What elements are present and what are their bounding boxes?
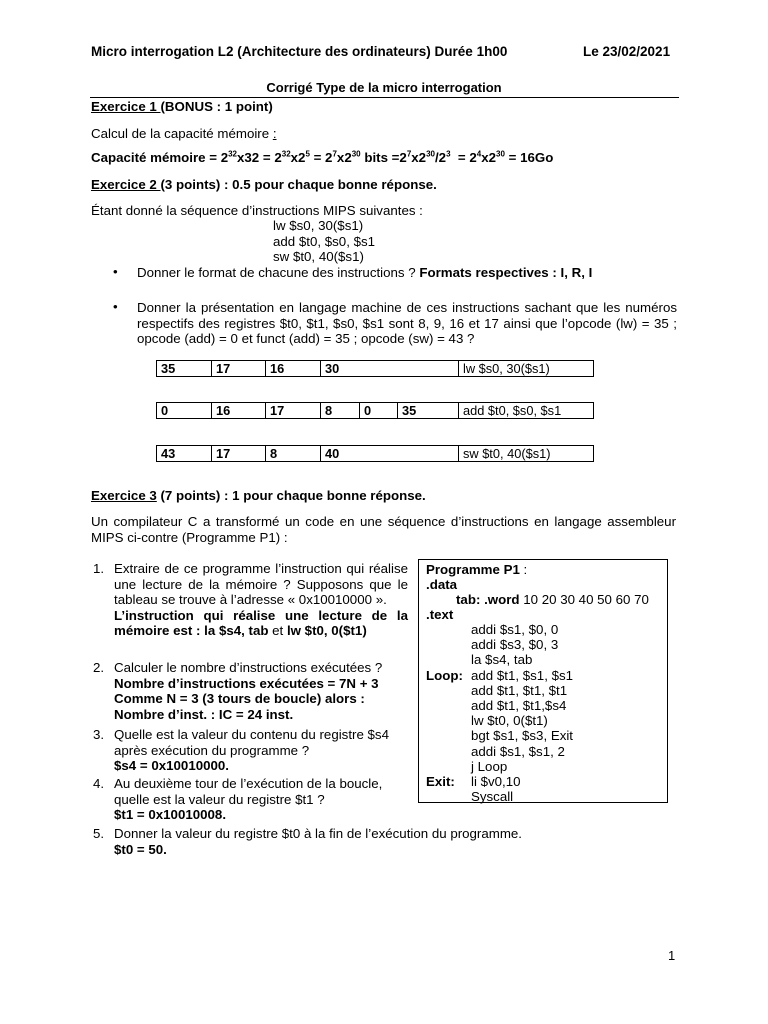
question-number: 2. [93, 660, 105, 675]
ex3-title: Exercice 3 [91, 488, 157, 503]
table-cell: add $t0, $s0, $s1 [459, 403, 594, 419]
table-cell: 43 [157, 446, 212, 462]
ex2-code-line: add $t0, $s0, $s1 [273, 233, 376, 249]
program-label: Loop: [426, 667, 463, 683]
answer-2: Comme N = 3 (3 tours de boucle) alors : [114, 691, 365, 707]
encoding-table-lw [156, 360, 594, 377]
bullet-icon: • [113, 264, 118, 279]
program-line: j Loop [471, 758, 508, 774]
encoding-table-sw [156, 445, 594, 462]
program-title: Programme P1 : [426, 562, 528, 577]
question-number: 4. [93, 776, 105, 791]
ex2-title: Exercice 2 [91, 177, 161, 192]
program-line: addi $s3, $0, 3 [471, 637, 559, 653]
ex1-intro: Calcul de la capacité mémoire : [91, 126, 277, 141]
ex2-code [273, 218, 375, 265]
program-line: lw $t0, 0($t1) [471, 713, 548, 729]
question-3: Quelle est la valeur du contenu du registre $s4 après exécution du programme ? $s4 = 0x10010000. [114, 727, 414, 774]
table-cell: 16 [266, 361, 321, 377]
table-cell: 17 [266, 403, 321, 419]
program-line: add $t1, $s1, $s1 [471, 667, 574, 683]
table-cell: 17 [212, 446, 266, 462]
ex2-q1: Donner le format de chacune des instructions ? Formats respectives : I, R, I [137, 265, 593, 280]
ex1-formula: Capacité mémoire = $2^{32}x32 = 2^{32}x2^5 = 2^7x2^{30}$ bits $=2^7x2^{30}/2^3 = 2^4x2^{30} = 16Go$ [91, 149, 554, 165]
header-rule [90, 97, 679, 98]
text-directive: .text [426, 607, 454, 622]
table-cell: lw $s0, 30($s1) [459, 361, 594, 377]
ex2-heading [91, 177, 437, 192]
answer-2: Nombre d’inst. : IC = 24 inst. [114, 706, 294, 722]
ex1-heading [91, 99, 273, 114]
tab-declaration: tab: .word 10 20 30 40 50 60 70 [456, 592, 649, 607]
program-line: add $t1, $t1, $t1 [471, 682, 568, 698]
question-number: 1. [93, 561, 105, 576]
question-4: Au deuxième tour de l’exécution de la boucle, quelle est la valeur du registre $t1 ? $t1 = 0x10010008. [114, 776, 414, 823]
ex3-points: (7 points) : 1 pour chaque bonne réponse. [156, 488, 426, 503]
ex2-intro: Étant donné la séquence d’instructions MIPS suivantes : [91, 203, 423, 218]
header-date: Le 23/02/2021 [583, 44, 671, 59]
answer-5: $t0 = 50. [114, 841, 167, 857]
question-number: 5. [93, 826, 105, 841]
header-title: Micro interrogation L2 (Architecture des ordinateurs) Durée 1h00 [91, 44, 508, 59]
bullet-icon: • [113, 299, 118, 314]
table-cell: 35 [398, 403, 459, 419]
answer-3: $s4 = 0x10010000. [114, 758, 229, 774]
table-cell: 8 [266, 446, 321, 462]
answer-2: Nombre d’instructions exécutées = 7N + 3 [114, 675, 379, 691]
answer-1: L’instruction qui réalise une lecture de la mémoire est : la $s4, tab [114, 607, 408, 639]
table-cell: 16 [212, 403, 266, 419]
table-cell: 35 [157, 361, 212, 377]
program-line: bgt $s1, $s3, Exit [471, 728, 573, 744]
table-cell: 40 [321, 446, 459, 462]
question-number: 3. [93, 727, 105, 742]
subtitle: Corrigé Type de la micro interrogation [266, 80, 502, 95]
ex2-points: (3 points) : 0.5 pour chaque bonne réponse. [160, 177, 437, 192]
ex3-heading [91, 488, 426, 503]
question-1: Extraire de ce programme l’instruction qui réalise une lecture de la mémoire ? Supposons que le tableau se trouve à l’adresse « 0x10010000 ». L’instruction qui réalise une lecture de la mémoire est : la $s4, tab et lw $t0, 0($t1) [114, 561, 408, 639]
ex1-title: Exercice 1 [91, 99, 161, 114]
ex3-intro: Un compilateur C a transformé un code en une séquence d’instructions en langage assembleur MIPS ci-contre (Programme P1) : [91, 514, 676, 545]
program-line: addi $s1, $s1, 2 [471, 743, 565, 759]
program-line: la $s4, tab [471, 652, 533, 668]
ex2-q1-answer: Formats respectives : I, R, I [419, 265, 593, 280]
question-5: Donner la valeur du registre $t0 à la fin de l’exécution du programme. $t0 = 50. [114, 826, 522, 857]
question-2: Calculer le nombre d’instructions exécutées ? Nombre d’instructions exécutées = 7N + 3 Comme N = 3 (3 tours de boucle) alors : Nombre d’inst. : IC = 24 inst. [114, 660, 414, 722]
table-cell: sw $t0, 40($s1) [459, 446, 594, 462]
page-number: 1 [668, 948, 676, 963]
ex2-code-line: lw $s0, 30($s1) [273, 218, 364, 233]
program-line: Syscall [471, 789, 514, 805]
data-directive: .data [426, 577, 458, 592]
table-cell: 0 [360, 403, 398, 419]
program-label: Exit: [426, 774, 455, 789]
program-line: li $v0,10 [471, 774, 521, 789]
program-line: addi $s1, $0, 0 [471, 622, 559, 637]
ex2-q2: Donner la présentation en langage machine de ces instructions sachant que les numéros respectifs des registres $t0, $t1, $s0, $s1 sont 8, 9, 16 et 17 ainsi que l’opcode (lw) = 35 ; opcode (add) = 0 et funct (add) = 35 ; opcode (sw) = 43 ? [137, 300, 677, 347]
answer-4: $t1 = 0x10010008. [114, 807, 227, 823]
table-cell: 30 [321, 361, 459, 377]
table-cell: 17 [212, 361, 266, 377]
ex1-bonus: (BONUS : 1 point) [160, 99, 273, 114]
table-cell: 8 [321, 403, 360, 419]
program-line: add $t1, $t1,$s4 [471, 698, 567, 713]
ex2-code-line: sw $t0, 40($s1) [273, 249, 364, 265]
program-p1-box [418, 559, 668, 803]
encoding-table-add [156, 402, 594, 419]
table-cell: 0 [157, 403, 212, 419]
